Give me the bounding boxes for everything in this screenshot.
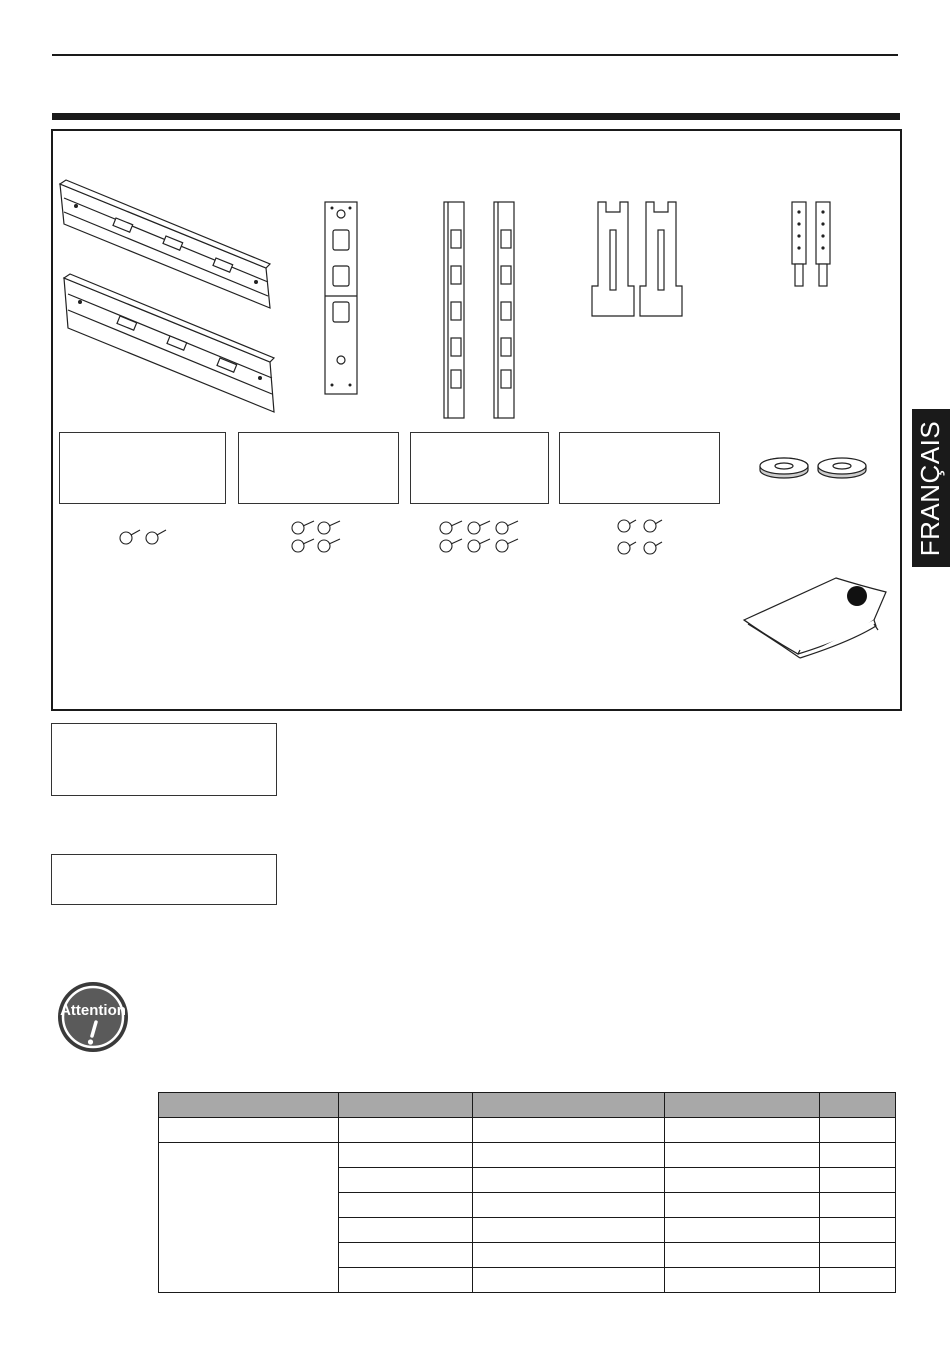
adapter-plate-pair-icon xyxy=(594,200,694,330)
table-cell xyxy=(820,1268,896,1293)
table-cell xyxy=(338,1218,472,1243)
table-cell xyxy=(472,1218,665,1243)
manual-booklet-icon xyxy=(740,568,890,658)
table-cell xyxy=(159,1118,339,1143)
table-header-row xyxy=(159,1093,896,1118)
table-cell xyxy=(820,1168,896,1193)
table-cell xyxy=(338,1118,472,1143)
table-merged-cell xyxy=(159,1143,339,1293)
screw-set-2-icon xyxy=(118,526,168,548)
center-bracket-icon xyxy=(322,200,362,396)
table-cell xyxy=(472,1268,665,1293)
table-cell xyxy=(665,1168,820,1193)
table-cell xyxy=(338,1168,472,1193)
header-rule xyxy=(52,54,898,56)
screw-set-6-icon xyxy=(438,518,522,556)
part-label-box xyxy=(238,432,399,504)
table-cell xyxy=(338,1243,472,1268)
part-label-box xyxy=(59,432,226,504)
table-cell xyxy=(665,1193,820,1218)
table-header-cell xyxy=(820,1093,896,1118)
table-header-cell xyxy=(338,1093,472,1118)
table-row xyxy=(159,1143,896,1168)
screw-set-4-icon xyxy=(290,518,346,556)
attention-label: Attention xyxy=(60,1002,126,1019)
section-rule xyxy=(52,113,900,120)
table-cell xyxy=(338,1193,472,1218)
screw-set-4b-icon xyxy=(616,516,666,558)
table-cell xyxy=(820,1143,896,1168)
table-cell xyxy=(472,1118,665,1143)
table-cell xyxy=(820,1193,896,1218)
table-header-cell xyxy=(472,1093,665,1118)
table-cell xyxy=(338,1268,472,1293)
note-box xyxy=(51,723,277,796)
table-cell xyxy=(665,1118,820,1143)
language-tab[interactable] xyxy=(912,409,950,567)
table-cell xyxy=(472,1243,665,1268)
table-cell xyxy=(472,1193,665,1218)
attention-icon xyxy=(56,978,130,1056)
wall-rail-pair-icon xyxy=(56,178,278,418)
table-cell xyxy=(820,1243,896,1268)
part-label-box xyxy=(559,432,720,504)
table-cell xyxy=(665,1143,820,1168)
part-label-box xyxy=(410,432,549,504)
table-cell xyxy=(665,1218,820,1243)
table-cell xyxy=(665,1243,820,1268)
table-cell xyxy=(472,1168,665,1193)
vertical-arm-pair-icon xyxy=(440,200,520,422)
table-header-cell xyxy=(665,1093,820,1118)
table-header-cell xyxy=(159,1093,339,1118)
table-cell xyxy=(820,1218,896,1243)
washer-pair-icon xyxy=(758,454,870,482)
table-cell xyxy=(665,1268,820,1293)
table-cell xyxy=(338,1143,472,1168)
table-row xyxy=(159,1118,896,1143)
note-box xyxy=(51,854,277,905)
language-tab-label: FRANÇAIS xyxy=(915,420,946,556)
specs-table xyxy=(158,1092,896,1293)
table-cell xyxy=(820,1118,896,1143)
table-cell xyxy=(472,1143,665,1168)
small-bracket-pair-icon xyxy=(788,200,838,290)
